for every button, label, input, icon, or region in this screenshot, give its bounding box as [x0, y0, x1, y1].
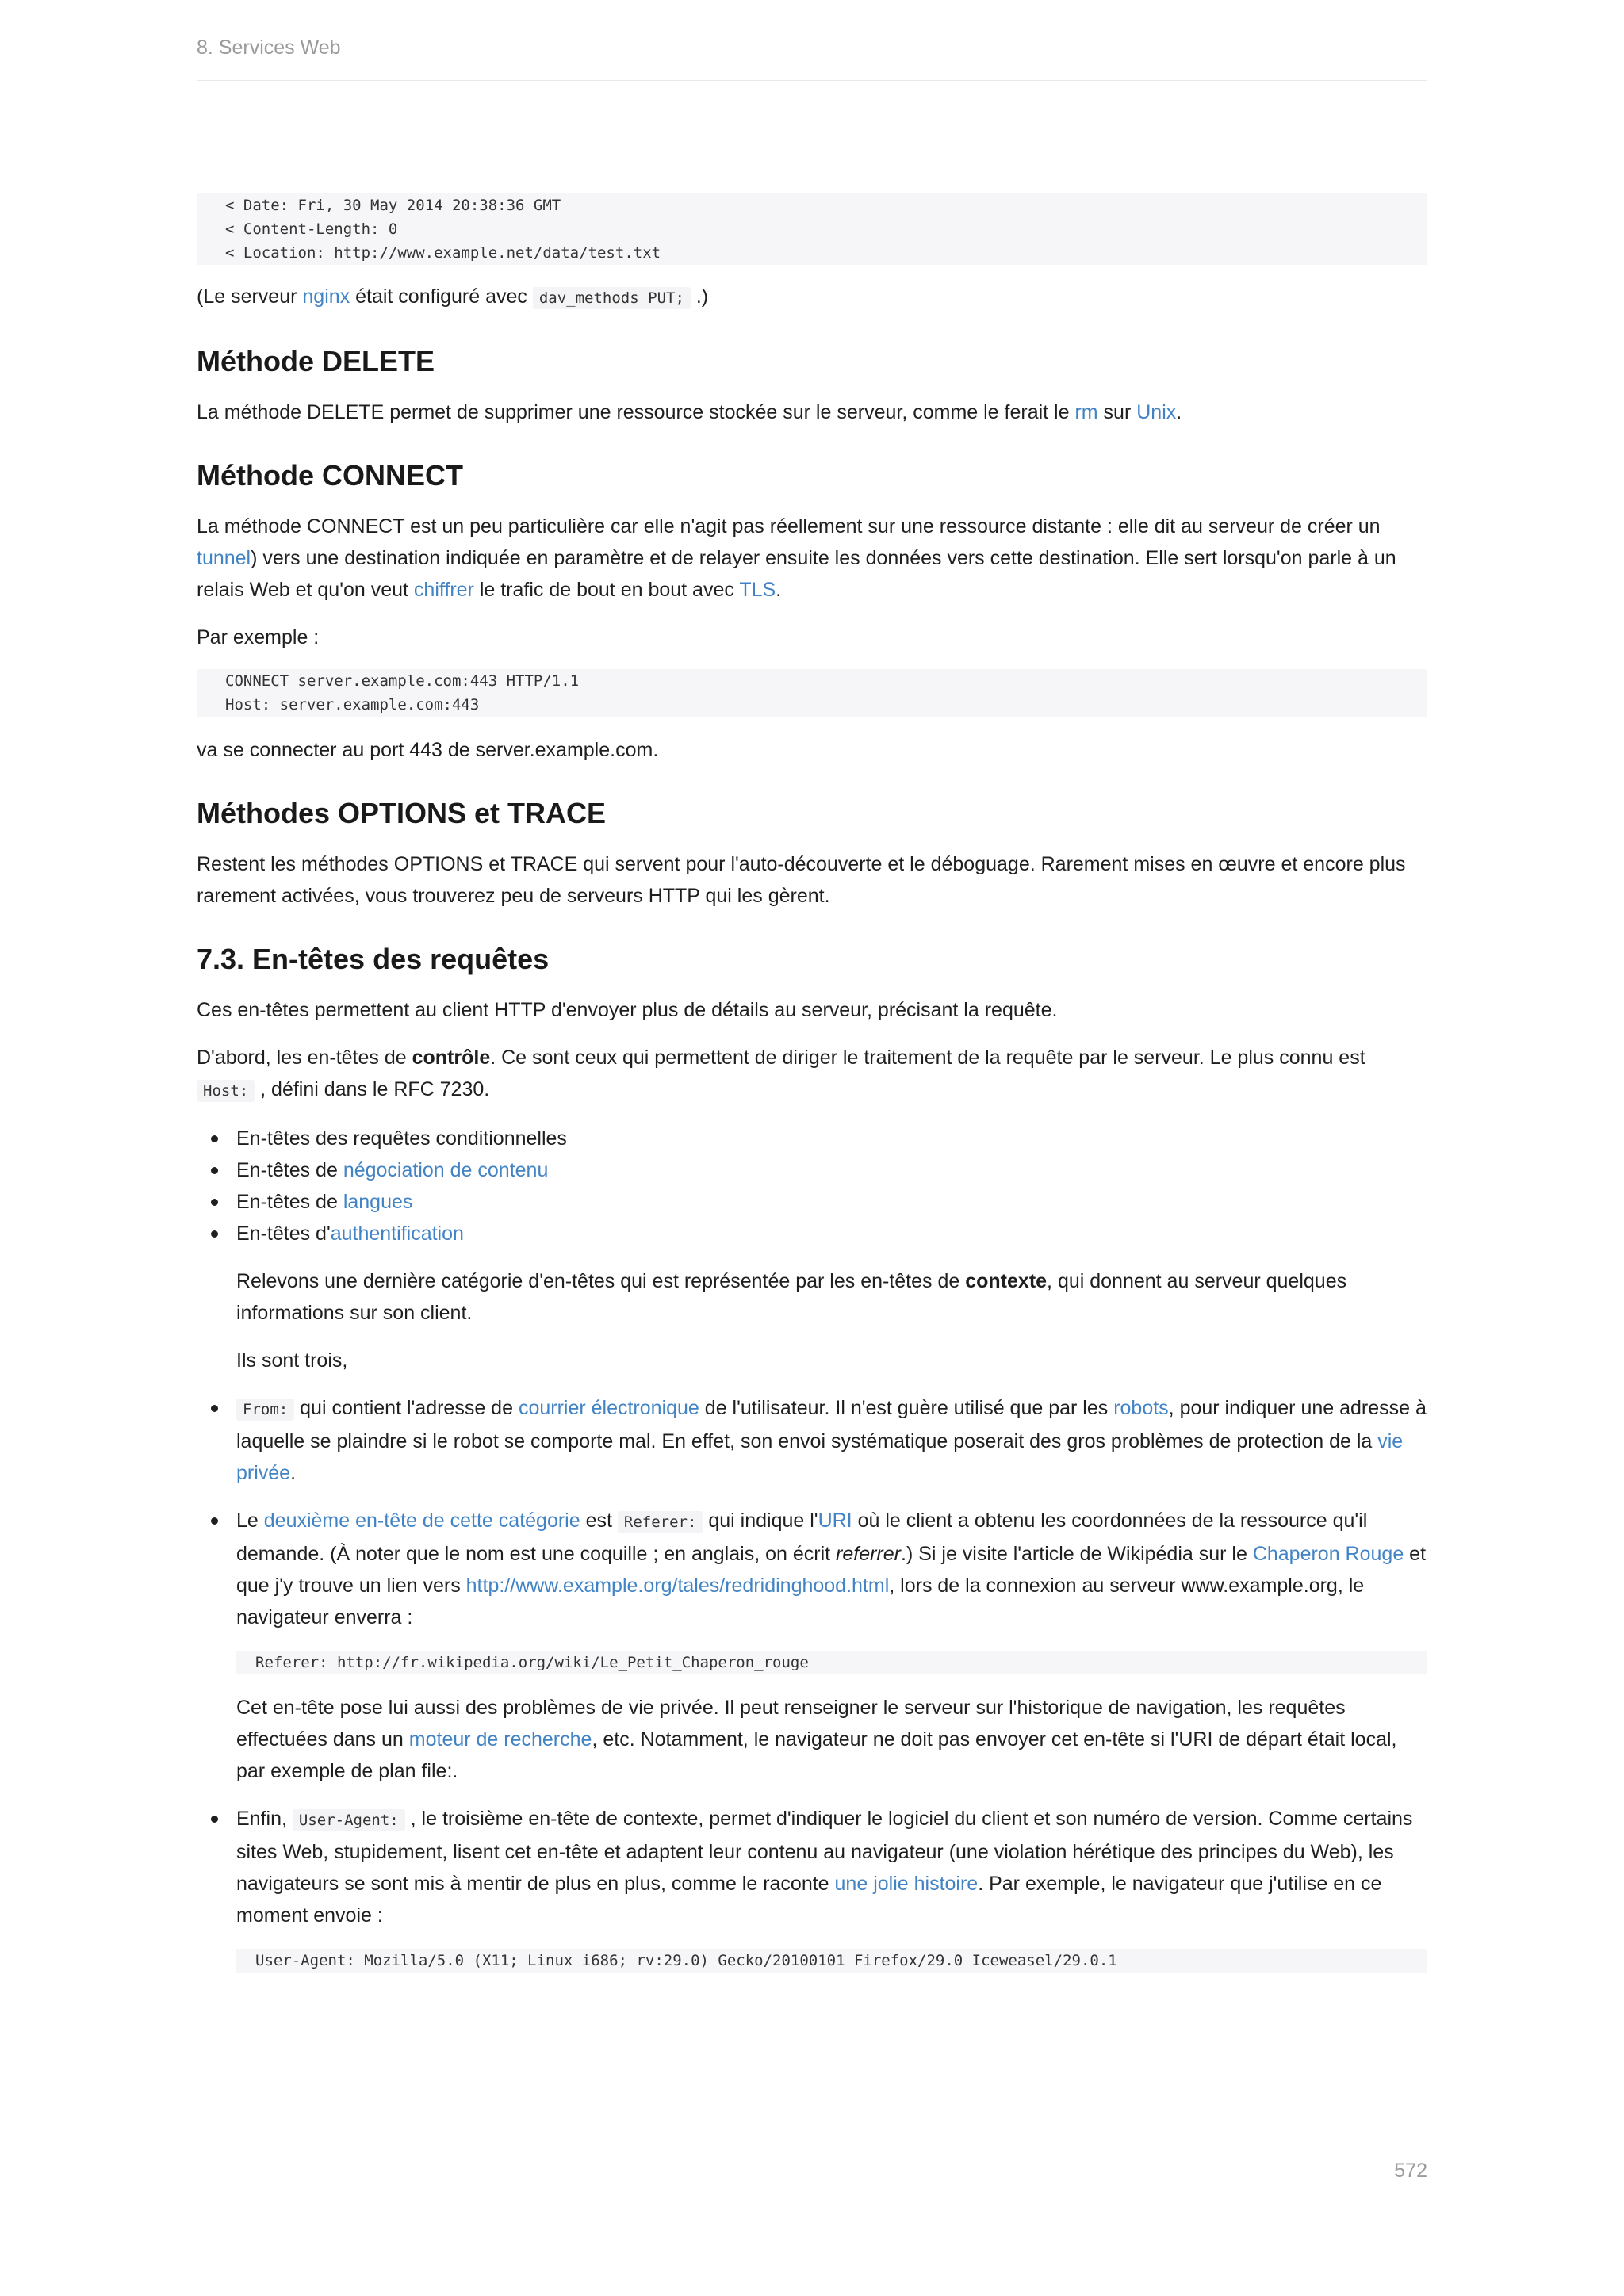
bullet-icon — [211, 1135, 218, 1142]
text: Enfin, — [236, 1808, 293, 1830]
text: La méthode CONNECT est un peu particulière car elle n'agit pas réellement sur une ressource distante : elle dit au serveur de créer un — [197, 515, 1381, 538]
bullet-icon — [211, 1199, 218, 1206]
link-rm[interactable]: rm — [1074, 401, 1098, 423]
link-tunnel[interactable]: tunnel — [197, 547, 251, 569]
text: , défini dans le RFC 7230. — [255, 1078, 490, 1100]
bullet-icon — [211, 1517, 218, 1525]
text: .) — [690, 285, 709, 308]
link-tls[interactable]: TLS — [739, 579, 776, 601]
nginx-note — [197, 281, 1427, 314]
list-item-from — [197, 1392, 1427, 1489]
options-paragraph: Restent les méthodes OPTIONS et TRACE qui servent pour l'auto-découverte et le déboguage. Rarement mises en œuvre et encore plus rarement activées, vous trouverez peu de serveurs HTTP qui les gèrent. — [197, 853, 1406, 907]
text: En-têtes d' — [236, 1223, 331, 1245]
link-authentification[interactable]: authentification — [330, 1223, 464, 1245]
text: était configuré avec — [350, 285, 533, 308]
header-category-list — [197, 1123, 1427, 1249]
text: . — [1176, 401, 1182, 423]
text: D'abord, les en-têtes de — [197, 1047, 412, 1069]
list-item — [197, 1154, 1427, 1186]
text: Le — [236, 1510, 264, 1532]
text: . — [290, 1462, 297, 1484]
three-headers-note: Ils sont trois, — [236, 1349, 348, 1372]
connect-example-intro: Par exemple : — [197, 626, 320, 649]
text: de l'utilisateur. Il n'est guère utilisé que par les — [699, 1397, 1114, 1419]
text: le trafic de bout en bout avec — [473, 579, 740, 601]
text: . — [776, 579, 782, 601]
link-robots[interactable]: robots — [1113, 1397, 1169, 1419]
bold-text: contexte — [965, 1270, 1048, 1292]
list-item — [197, 1186, 1427, 1218]
text: En-têtes de — [236, 1191, 343, 1213]
bullet-icon — [211, 1405, 218, 1412]
context-header-list — [197, 1392, 1427, 1973]
text: Relevons une dernière catégorie d'en-têtes qui est représentée par les en-têtes de — [236, 1270, 966, 1292]
text: où le client a obtenu les coordonnées de la ressource qu'il demande. (À noter que le nom est une coquille ; en anglais, on écrit — [236, 1510, 1368, 1565]
inline-code-from: From: — [236, 1399, 294, 1421]
text: et que j'y trouve un lien vers — [236, 1543, 1427, 1597]
bullet-icon — [211, 1816, 218, 1823]
link-unix[interactable]: Unix — [1136, 401, 1177, 423]
control-paragraph — [197, 1042, 1427, 1107]
bold-text: contrôle — [412, 1047, 491, 1069]
text: sur — [1097, 401, 1137, 423]
headers-intro: Ces en-têtes permettent au client HTTP d'envoyer plus de détails au serveur, précisant la requête. — [197, 999, 1058, 1021]
list-item-user-agent — [197, 1803, 1427, 1973]
list-item-referer — [197, 1505, 1427, 1787]
referer-code-block: Referer: http://fr.wikipedia.org/wiki/Le_Petit_Chaperon_rouge — [236, 1651, 1427, 1674]
text: . Ce sont ceux qui permettent de diriger le traitement de la requête par le serveur. Le plus connu est — [490, 1047, 1365, 1069]
link-deuxieme-entete[interactable]: deuxième en-tête de cette catégorie — [263, 1510, 580, 1532]
text: (Le serveur — [197, 285, 303, 308]
bullet-icon — [211, 1167, 218, 1174]
text: qui contient l'adresse de — [294, 1397, 519, 1419]
text: .) Si je visite l'article de Wikipédia sur le — [901, 1543, 1253, 1565]
referer-after-paragraph — [236, 1692, 1427, 1787]
heading-delete: Méthode DELETE — [197, 345, 435, 377]
text: qui indique l' — [703, 1510, 818, 1532]
delete-paragraph — [197, 396, 1427, 428]
text: , etc. Notamment, le navigateur ne doit pas envoyer cet en-tête si l'URI de départ était local, par exemple de plan file:. — [236, 1728, 1397, 1782]
context-block — [197, 1265, 1427, 1376]
text: , pour indiquer une adresse à laquelle se plaindre si le robot se comporte mal. En effet, son envoi systématique poserait des gros problèmes de protection de la — [236, 1397, 1427, 1452]
text: ) vers une destination indiquée en paramètre et de relayer ensuite les données vers cette destination. Elle sert lorsqu'on parle à un relais Web et qu'on veut — [197, 547, 1396, 601]
link-nginx[interactable]: nginx — [302, 285, 350, 308]
list-item — [197, 1123, 1427, 1154]
text: En-têtes de — [236, 1159, 343, 1181]
text: La méthode DELETE permet de supprimer une ressource stockée sur le serveur, comme le ferait le — [197, 401, 1075, 423]
link-jolie-histoire[interactable]: une jolie histoire — [834, 1873, 979, 1895]
text: En-têtes des requêtes conditionnelles — [236, 1127, 567, 1150]
text: Cet en-tête pose lui aussi des problèmes de vie privée. Il peut renseigner le serveur sur l'historique de navigation, les requêtes effectuées dans un — [236, 1697, 1346, 1751]
link-negociation[interactable]: négociation de contenu — [343, 1159, 549, 1181]
text: , le troisième en-tête de contexte, permet d'indiquer le logiciel du client et son numéro de version. Comme certains sites Web, stupidement, lisent cet en-tête et adaptent leur contenu au navigateur (une violation hérétique des principes du Web), les navigateurs se sont mis à mentir de plus en plus, comme le raconte — [236, 1808, 1413, 1895]
link-redridinghood[interactable]: http://www.example.org/tales/redridinghood.html — [465, 1575, 890, 1597]
inline-code: dav_methods PUT; — [533, 287, 691, 309]
page-content — [197, 193, 1427, 1990]
http-response-code-block: < Date: Fri, 30 May 2014 20:38:36 GMT < Content-Length: 0 < Location: http://www.example.net/data/test.txt — [197, 193, 1427, 265]
link-chiffrer[interactable]: chiffrer — [413, 579, 474, 601]
inline-code-referer: Referer: — [618, 1511, 703, 1533]
connect-after: va se connecter au port 443 de server.example.com. — [197, 739, 659, 761]
text: . Par exemple, le navigateur que j'utilise en ce moment envoie : — [236, 1873, 1382, 1927]
heading-connect: Méthode CONNECT — [197, 459, 463, 492]
text: est — [580, 1510, 618, 1532]
text: , qui donnent au serveur quelques informations sur son client. — [236, 1270, 1347, 1324]
text: , lors de la connexion au serveur www.example.org, le navigateur enverra : — [236, 1575, 1365, 1628]
running-header — [197, 36, 1427, 81]
inline-code-host: Host: — [197, 1080, 255, 1102]
link-langues[interactable]: langues — [343, 1191, 413, 1213]
link-chaperon-rouge[interactable]: Chaperon Rouge — [1252, 1543, 1404, 1565]
link-courrier[interactable]: courrier électronique — [518, 1397, 699, 1419]
list-item — [197, 1218, 1427, 1249]
context-paragraph — [236, 1265, 1427, 1329]
bullet-icon — [211, 1230, 218, 1238]
user-agent-code-block: User-Agent: Mozilla/5.0 (X11; Linux i686; rv:29.0) Gecko/20100101 Firefox/29.0 Iceweasel/29.0.1 — [236, 1949, 1427, 1973]
inline-code-user-agent: User-Agent: — [293, 1809, 405, 1831]
link-moteur-recherche[interactable]: moteur de recherche — [408, 1728, 592, 1751]
italic-text: referrer — [836, 1543, 901, 1565]
connect-paragraph — [197, 511, 1427, 606]
page-number: 572 — [1394, 2160, 1427, 2182]
section-title: 8. Services Web — [197, 36, 341, 59]
link-uri[interactable]: URI — [818, 1510, 852, 1532]
connect-code-block: CONNECT server.example.com:443 HTTP/1.1 Host: server.example.com:443 — [197, 669, 1427, 717]
link-vie-privee[interactable]: vie privée — [236, 1430, 1404, 1484]
heading-options-trace: Méthodes OPTIONS et TRACE — [197, 797, 607, 829]
heading-request-headers: 7.3. En-têtes des requêtes — [197, 943, 550, 975]
